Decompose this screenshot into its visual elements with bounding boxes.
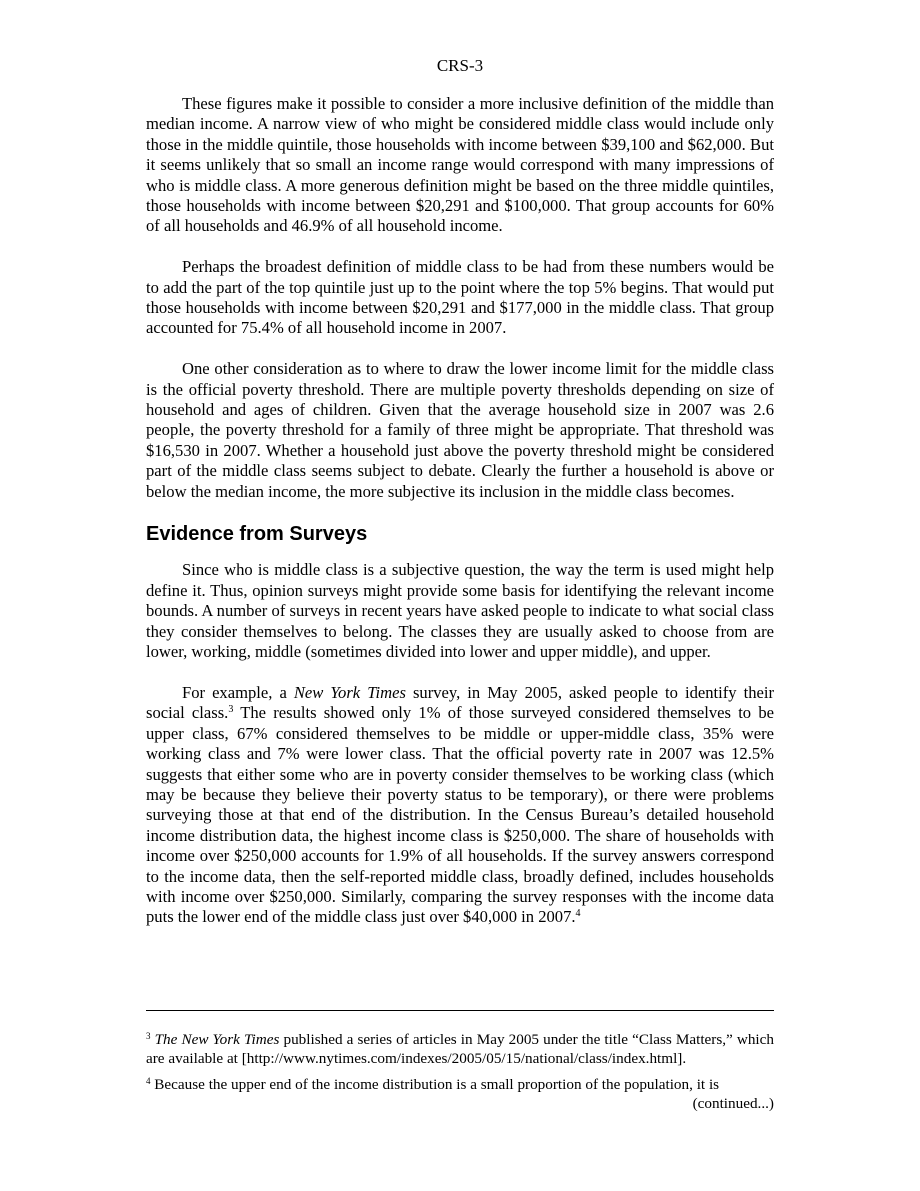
footnote-text: published a series of articles in May 2005 under the title “Class Matters,” which are available at [http://www.nytimes.com/indexes/2005/05/15/national/class/index.html]. [146, 1031, 774, 1067]
footnote-4 [146, 1075, 774, 1094]
paragraph-text-part: For example, a [182, 682, 294, 702]
publication-title: New York Times [293, 682, 406, 702]
paragraph-poverty-threshold: One other consideration as to where to draw the lower income limit for the middle class is the official poverty threshold. There are multiple poverty thresholds depending on size of household and ages of children. Given that the average household size in 2007 was 2.6 people, the poverty threshold for a family of three might be appropriate. That threshold was $16,530 in 2007. Whether a household just above the poverty threshold might be considered part of the middle class seems subject to debate. Clearly the further a household is above or below the median income, the more subjective its inclusion in the middle class becomes. [146, 359, 774, 501]
footnote-divider [146, 1010, 774, 1011]
page-number-header: CRS-3 [436, 56, 484, 75]
footnote-ref-4[interactable]: 4 [575, 908, 581, 920]
footnote-ref-3[interactable]: 3 [228, 704, 234, 716]
body-text [146, 94, 774, 928]
continued-marker: (continued...) [692, 1095, 774, 1112]
footnotes [146, 1030, 774, 1113]
footnote-number: 3 [146, 1031, 151, 1041]
section-heading: Evidence from Surveys [146, 523, 368, 546]
paragraph-surveys: Since who is middle class is a subjective question, the way the term is used might help define it. Thus, opinion surveys might provide some basis for identifying the relevant income bounds. A number of surveys in recent years have asked people to indicate to what social class they consider themselves to belong. The classes they are usually asked to choose from are lower, working, middle (sometimes divided into lower and upper middle), and upper. [146, 560, 774, 662]
publication-title: The New York Times [154, 1031, 280, 1048]
paragraph-text-part: survey, in May 2005, asked people to identify their social class. [146, 682, 774, 723]
paragraph-middle-definition: These figures make it possible to consider a more inclusive definition of the middle than median income. A narrow view of who might be considered middle class would include only those in the middle quintile, those households with income between $39,100 and $62,000. But it seems unlikely that so small an income range would correspond with many impressions of who is middle class. A more generous definition might be based on the three middle quintiles, those households with income between $20,291 and $100,000. That group accounts for 60% of all households and 46.9% of all household income. [146, 94, 774, 236]
footnote-3 [146, 1030, 774, 1068]
paragraph-broadest-definition: Perhaps the broadest definition of middle class to be had from these numbers would be to add the part of the top quintile just up to the point where the top 5% begins. That would put those households with income between $20,291 and $177,000 in the middle class. That group accounted for 75.4% of all household income in 2007. [146, 257, 774, 338]
footnote-number: 4 [146, 1076, 151, 1086]
footnote-text: Because the upper end of the income distribution is a small proportion of the population, it is [150, 1076, 720, 1093]
paragraph-nyt-survey [146, 683, 774, 928]
paragraph-text-part: The results showed only 1% of those surveyed considered themselves to be upper class, 67% considered themselves to be middle or upper-middle class, 35% were working class and 7% were lower class. That the official poverty rate in 2007 was 12.5% suggests that either some who are in poverty consider themselves to be working class (which may be because they believe their poverty status to be temporary), or there were problems surveying those at that end of the distribution. In the Census Bureau’s detailed household income distribution data, the highest income class is $250,000. The share of households with income over $250,000 accounts for 1.9% of all households. If the survey answers correspond to the income data, then the self-reported middle class, broadly defined, includes households with income over $250,000. Similarly, comparing the survey responses with the income data puts the lower end of the middle class just over $40,000 in 2007. [146, 703, 774, 927]
